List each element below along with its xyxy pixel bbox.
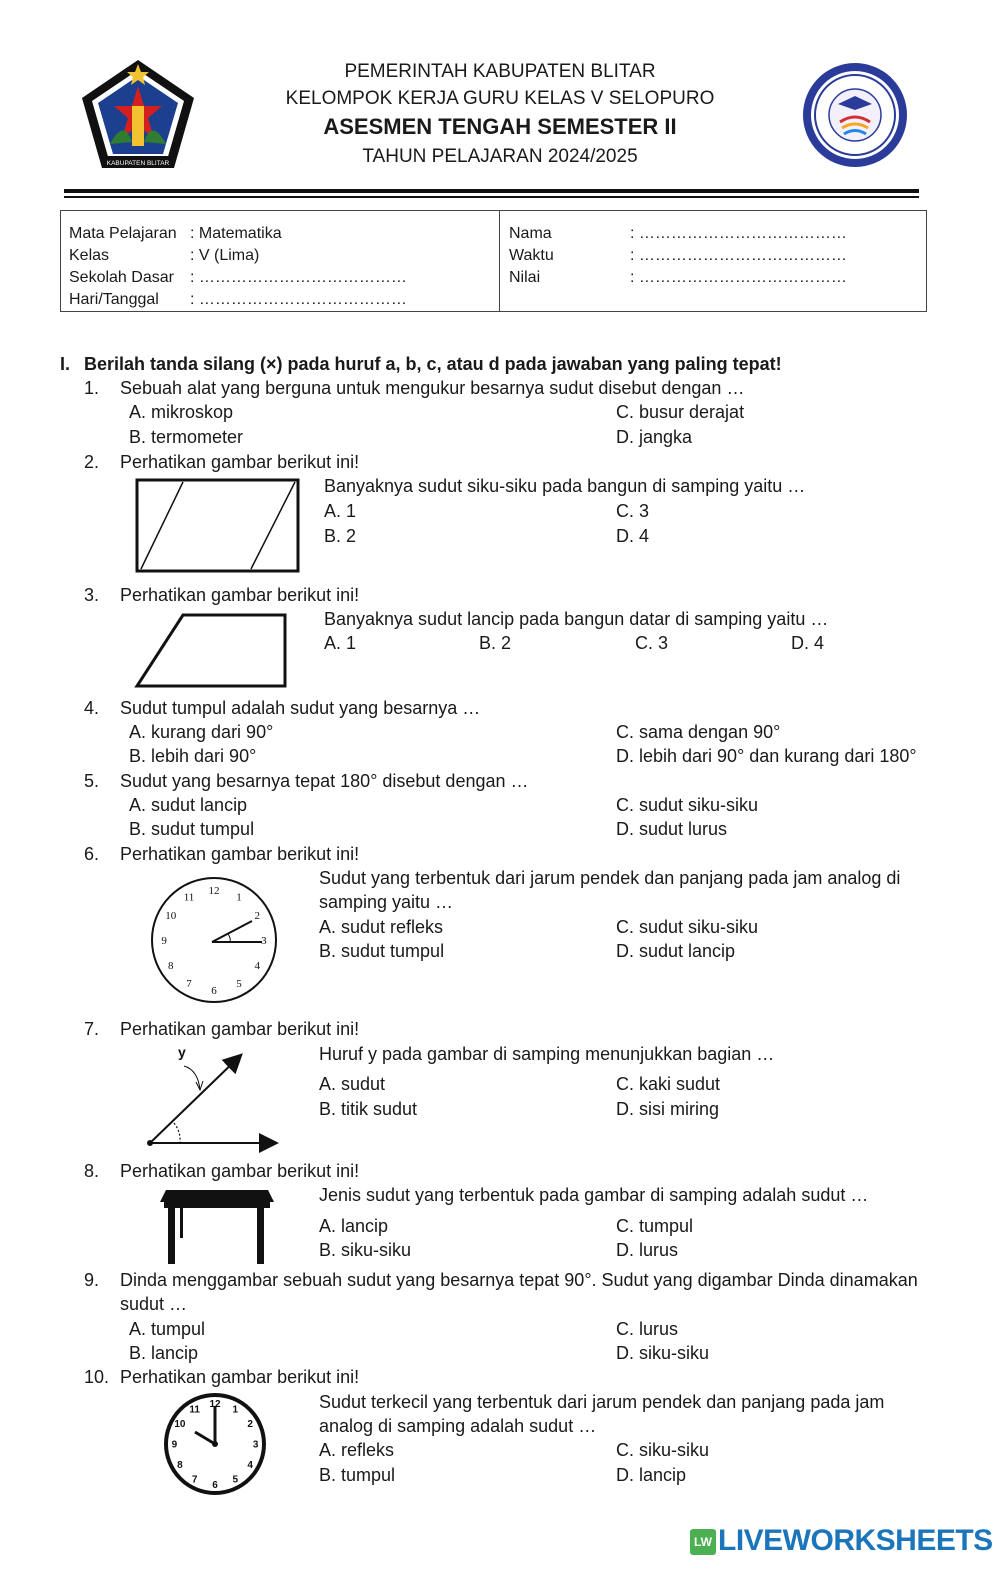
clock-numeral: 4	[247, 1459, 253, 1471]
option-d[interactable]: D. lancip	[616, 1465, 687, 1485]
section-numeral: I.	[60, 354, 71, 374]
option-d[interactable]: D. jangka	[616, 427, 693, 447]
option-c[interactable]: C. kaki sudut	[616, 1074, 721, 1094]
clock-numeral: 1	[232, 1404, 239, 1416]
option-c[interactable]: C. 3	[635, 633, 669, 653]
option-c[interactable]: C. 3	[616, 501, 650, 521]
option-d[interactable]: D. sudut lancip	[616, 941, 736, 961]
question-prompt-continued: samping yaitu …	[319, 892, 454, 912]
info-label-time: Waktu	[509, 247, 554, 264]
clock-numeral: 1	[236, 891, 242, 904]
table-figure	[158, 1188, 276, 1266]
info-label-subject: Mata Pelajaran	[69, 225, 177, 242]
option-d[interactable]: D. lurus	[616, 1240, 679, 1260]
clock-numeral: 2	[247, 1419, 253, 1431]
kkg-seal-logo	[800, 60, 910, 170]
option-d[interactable]: D. lebih dari 90° dan kurang dari 180°	[616, 746, 917, 766]
info-label-school: Sekolah Dasar	[69, 269, 174, 286]
info-field-name[interactable]: : …………………………………	[630, 225, 847, 242]
header-line-2: KELOMPOK KERJA GURU KELAS V SELOPURO	[285, 88, 715, 109]
liveworksheets-watermark: LIVEWORKSHEETS	[718, 1524, 993, 1557]
header-line-1: PEMERINTAH KABUPATEN BLITAR	[344, 61, 656, 82]
clock-numeral: 12	[208, 884, 220, 897]
option-a[interactable]: A. 1	[324, 501, 357, 521]
option-d[interactable]: D. 4	[791, 633, 825, 653]
question-text: Perhatikan gambar berikut ini!	[120, 1367, 360, 1387]
option-c[interactable]: C. sama dengan 90°	[616, 722, 781, 742]
question-text: Sudut yang besarnya tepat 180° disebut dengan …	[120, 771, 529, 791]
option-b[interactable]: B. sudut tumpul	[129, 819, 255, 839]
option-b[interactable]: B. 2	[324, 526, 357, 546]
info-field-score[interactable]: : …………………………………	[630, 269, 847, 286]
info-value-subject: : Matematika	[190, 225, 282, 242]
question-number: 6.	[84, 844, 100, 864]
option-b[interactable]: B. lebih dari 90°	[129, 746, 257, 766]
question-number: 1.	[84, 378, 100, 398]
clock-numeral: 10	[165, 909, 177, 922]
option-d[interactable]: D. siku-siku	[616, 1343, 710, 1363]
option-d[interactable]: D. 4	[616, 526, 650, 546]
option-b[interactable]: B. 2	[479, 633, 512, 653]
clock-numeral: 11	[189, 1404, 200, 1416]
clock-numeral: 9	[161, 934, 167, 947]
option-b[interactable]: B. titik sudut	[319, 1099, 418, 1119]
option-c[interactable]: C. sudut siku-siku	[616, 917, 759, 937]
option-d[interactable]: D. sisi miring	[616, 1099, 720, 1119]
question-text: Perhatikan gambar berikut ini!	[120, 1019, 360, 1039]
option-c[interactable]: C. tumpul	[616, 1216, 694, 1236]
clock-numeral: 12	[209, 1398, 221, 1410]
clock-numeral: 7	[186, 978, 192, 991]
info-field-time[interactable]: : …………………………………	[630, 247, 847, 264]
question-number: 8.	[84, 1161, 100, 1181]
clock-figure-q6	[150, 876, 278, 1004]
question-prompt: Jenis sudut yang terbentuk pada gambar di samping adalah sudut …	[319, 1185, 869, 1205]
info-box-divider	[499, 210, 500, 312]
question-number: 7.	[84, 1019, 100, 1039]
svg-text:KABUPATEN BLITAR: KABUPATEN BLITAR	[106, 160, 170, 167]
option-a[interactable]: A. sudut lancip	[129, 795, 248, 815]
option-c[interactable]: C. lurus	[616, 1319, 679, 1339]
question-text: Perhatikan gambar berikut ini!	[120, 585, 360, 605]
option-c[interactable]: C. sudut siku-siku	[616, 795, 759, 815]
svg-text:y: y	[178, 1044, 186, 1060]
clock-figure-q10	[163, 1392, 267, 1496]
option-b[interactable]: B. siku-siku	[319, 1240, 412, 1260]
question-text: Perhatikan gambar berikut ini!	[120, 452, 360, 472]
clock-numeral: 5	[236, 978, 242, 991]
question-number: 2.	[84, 452, 100, 472]
clock-numeral: 8	[168, 959, 174, 972]
option-b[interactable]: B. sudut tumpul	[319, 941, 445, 961]
question-prompt: Sudut terkecil yang terbentuk dari jarum pendek dan panjang pada jam	[319, 1392, 885, 1412]
clock-numeral: 6	[212, 1480, 218, 1492]
clock-numeral: 7	[191, 1474, 198, 1486]
question-text: Perhatikan gambar berikut ini!	[120, 844, 360, 864]
clock-numeral: 6	[211, 984, 217, 997]
option-a[interactable]: A. mikroskop	[129, 402, 234, 422]
option-a[interactable]: A. 1	[324, 633, 357, 653]
clock-numeral: 8	[177, 1459, 183, 1471]
liveworksheets-logo-icon: LW	[690, 1529, 716, 1555]
info-label-name: Nama	[509, 225, 552, 242]
question-prompt: Banyaknya sudut siku-siku pada bangun di samping yaitu …	[324, 476, 806, 496]
option-a[interactable]: A. refleks	[319, 1440, 395, 1460]
info-label-score: Nilai	[509, 269, 541, 286]
info-label-date: Hari/Tanggal	[69, 291, 159, 308]
option-a[interactable]: A. tumpul	[129, 1319, 206, 1339]
info-label-class: Kelas	[69, 247, 110, 264]
header-divider-thin	[64, 196, 919, 198]
clock-numeral: 2	[254, 909, 260, 922]
question-number: 3.	[84, 585, 100, 605]
option-b[interactable]: B. lancip	[129, 1343, 199, 1363]
clock-numeral: 4	[254, 959, 260, 972]
question-text: Sebuah alat yang berguna untuk mengukur besarnya sudut disebut dengan …	[120, 378, 745, 398]
question-text: Sudut tumpul adalah sudut yang besarnya …	[120, 698, 481, 718]
option-a[interactable]: A. sudut refleks	[319, 917, 444, 937]
question-number: 9.	[84, 1270, 100, 1290]
clock-numeral: 3	[261, 934, 267, 947]
option-d[interactable]: D. sudut lurus	[616, 819, 728, 839]
info-field-school[interactable]: : …………………………………	[190, 269, 407, 286]
question-number: 5.	[84, 771, 100, 791]
option-b[interactable]: B. termometer	[129, 427, 244, 447]
question-text-continued: sudut …	[120, 1294, 188, 1314]
option-c[interactable]: C. siku-siku	[616, 1440, 710, 1460]
option-a[interactable]: A. kurang dari 90°	[129, 722, 274, 742]
clock-numeral: 10	[174, 1419, 186, 1431]
option-b[interactable]: B. tumpul	[319, 1465, 396, 1485]
clock-numeral: 5	[232, 1474, 239, 1486]
page-title: ASESMEN TENGAH SEMESTER II	[323, 114, 677, 139]
question-prompt: Sudut yang terbentuk dari jarum pendek dan panjang pada jam analog di	[319, 868, 901, 888]
header-divider-thick	[64, 189, 919, 193]
clock-numeral: 3	[252, 1439, 259, 1451]
trapezoid-figure	[133, 612, 289, 690]
option-a[interactable]: A. sudut	[319, 1074, 386, 1094]
question-number: 10.	[84, 1367, 110, 1387]
question-prompt: Huruf y pada gambar di samping menunjukkan bagian …	[319, 1044, 775, 1064]
question-prompt: Banyaknya sudut lancip pada bangun datar di samping yaitu …	[324, 609, 829, 629]
info-value-class: : V (Lima)	[190, 247, 260, 264]
question-prompt-continued: analog di samping adalah sudut …	[319, 1416, 597, 1436]
question-text: Perhatikan gambar berikut ini!	[120, 1161, 360, 1181]
clock-numeral: 11	[183, 891, 195, 904]
question-text: Dinda menggambar sebuah sudut yang besarnya tepat 90°. Sudut yang digambar Dinda dinamakan	[120, 1270, 918, 1290]
option-a[interactable]: A. lancip	[319, 1216, 389, 1236]
angle-figure	[140, 1042, 285, 1154]
option-c[interactable]: C. busur derajat	[616, 402, 745, 422]
rectangle-figure	[135, 478, 301, 574]
clock-numeral: 9	[171, 1439, 178, 1451]
academic-year: TAHUN PELAJARAN 2024/2025	[362, 146, 638, 167]
question-number: 4.	[84, 698, 100, 718]
info-field-date[interactable]: : …………………………………	[190, 291, 407, 308]
section-instruction: Berilah tanda silang (×) pada huruf a, b, c, atau d pada jawaban yang paling tepat!	[84, 354, 782, 374]
